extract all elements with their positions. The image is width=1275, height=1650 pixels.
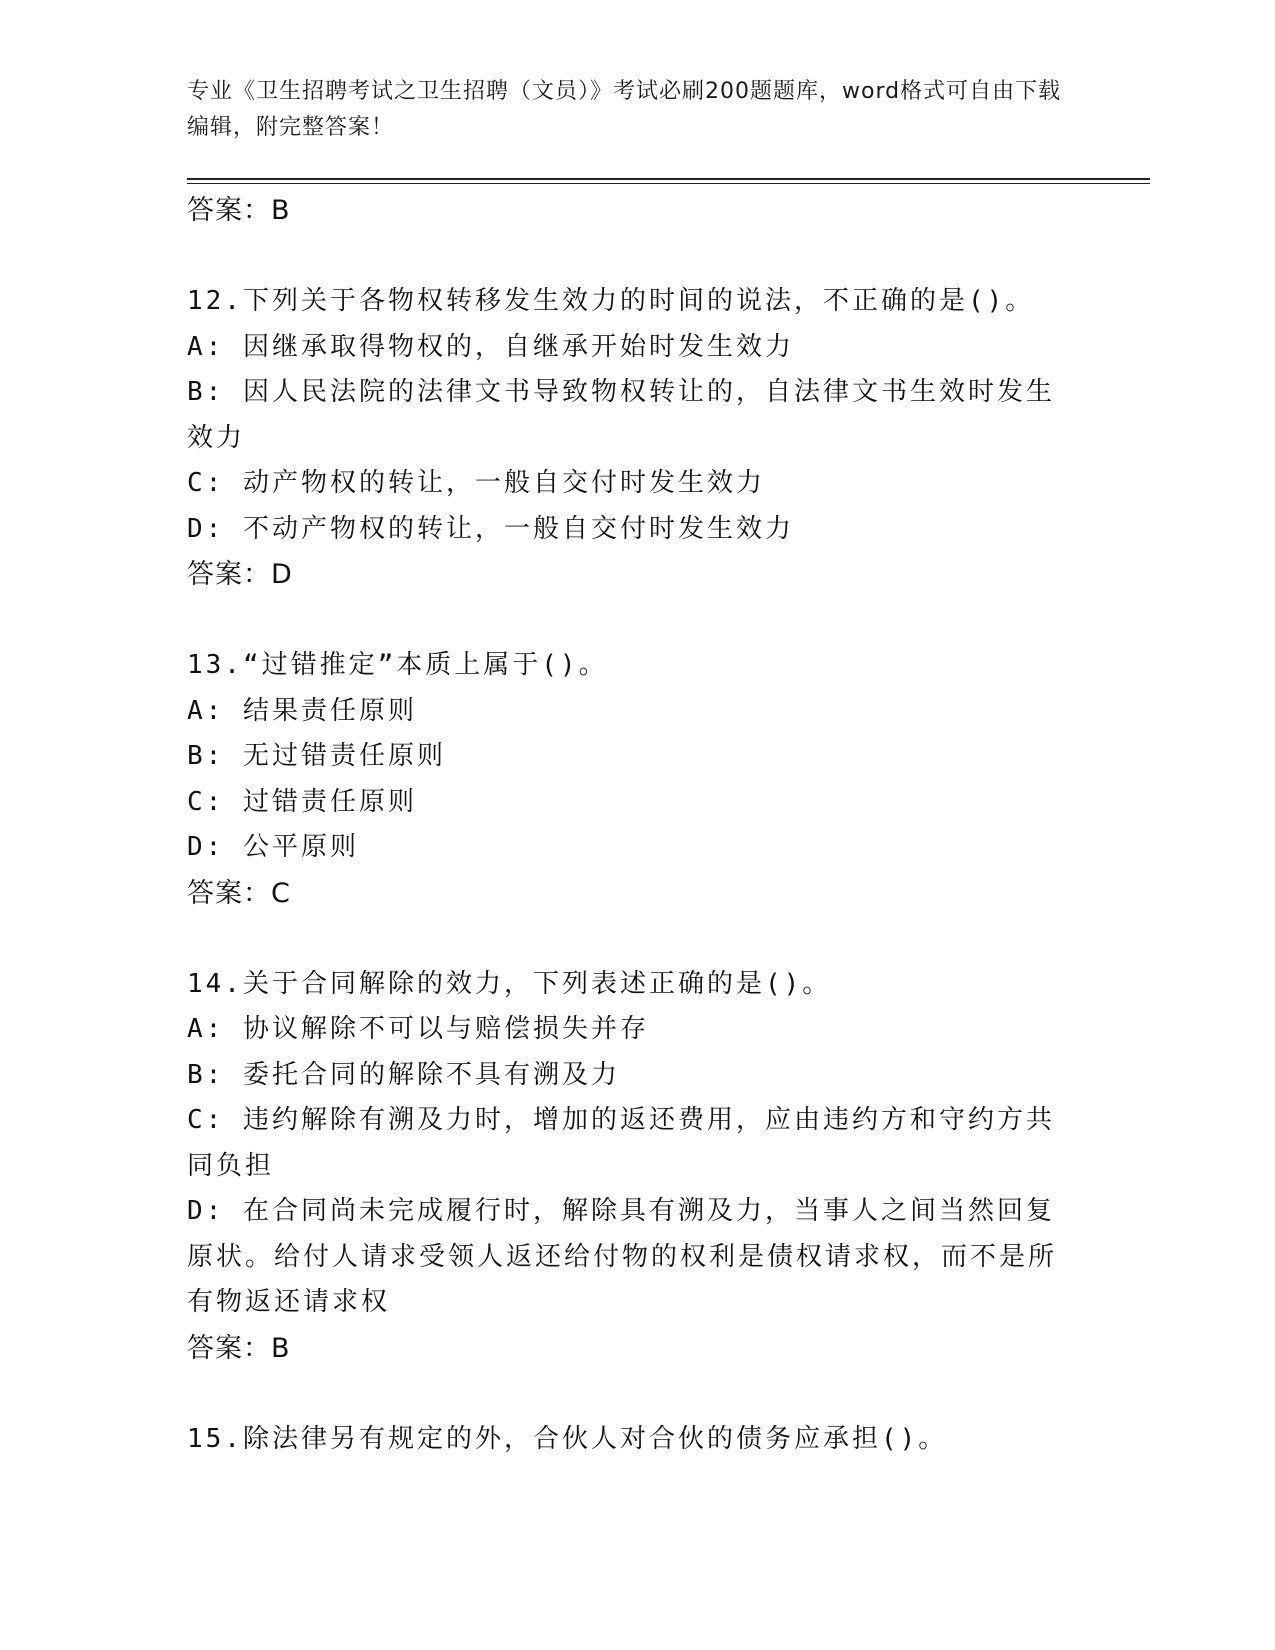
option-d: D: 在合同尚未完成履行时，解除具有溯及力，当事人之间当然回复原状。给付人请求受领人返还给付物的权利是债权请求权，而不是所有物返还请求权 [187,1196,1058,1317]
question-stem: 12.下列关于各物权转移发生效力的时间的说法，不正确的是()。 [187,286,1035,316]
question-12 [187,279,1067,598]
question-14 [187,962,1067,1372]
header-divider [187,178,1150,180]
option-c: C: 过错责任原则 [187,786,417,817]
header-divider-thin [187,183,1150,184]
question-15 [187,1417,1067,1463]
question-stem: 13.“过错推定”本质上属于()。 [187,650,608,680]
option-a: A: 因继承取得物权的，自继承开始时发生效力 [187,331,794,362]
option-a: A: 结果责任原则 [187,695,417,726]
option-c: C: 动产物权的转让，一般自交付时发生效力 [187,468,765,498]
document-body [187,188,1067,1462]
question-stem: 15.除法律另有规定的外，合伙人对合伙的债务应承担()。 [187,1423,948,1454]
page-header: 专业《卫生招聘考试之卫生招聘（文员）》考试必刷200题题库，word格式可自由下载编辑，附完整答案！ [187,79,1062,140]
answer: 答案：C [187,877,291,909]
option-d: D: 不动产物权的转让，一般自交付时发生效力 [187,513,794,544]
option-b: B: 委托合同的解除不具有溯及力 [187,1059,620,1090]
question-stem: 14.关于合同解除的效力，下列表述正确的是()。 [187,968,832,999]
answer: 答案：D [187,559,293,590]
option-c: C: 违约解除有溯及力时，增加的返还费用，应由违约方和守约方共同负担 [187,1105,1055,1181]
option-a: A: 协议解除不可以与赔偿损失并存 [187,1014,649,1044]
answer: 答案：B [187,1332,291,1364]
option-d: D: 公平原则 [187,832,359,862]
question-13 [187,643,1067,917]
option-b: B: 无过错责任原则 [187,741,446,771]
option-b: B: 因人民法院的法律文书导致物权转让的，自法律文书生效时发生效力 [187,377,1055,453]
answer-previous: 答案：B [187,195,291,226]
